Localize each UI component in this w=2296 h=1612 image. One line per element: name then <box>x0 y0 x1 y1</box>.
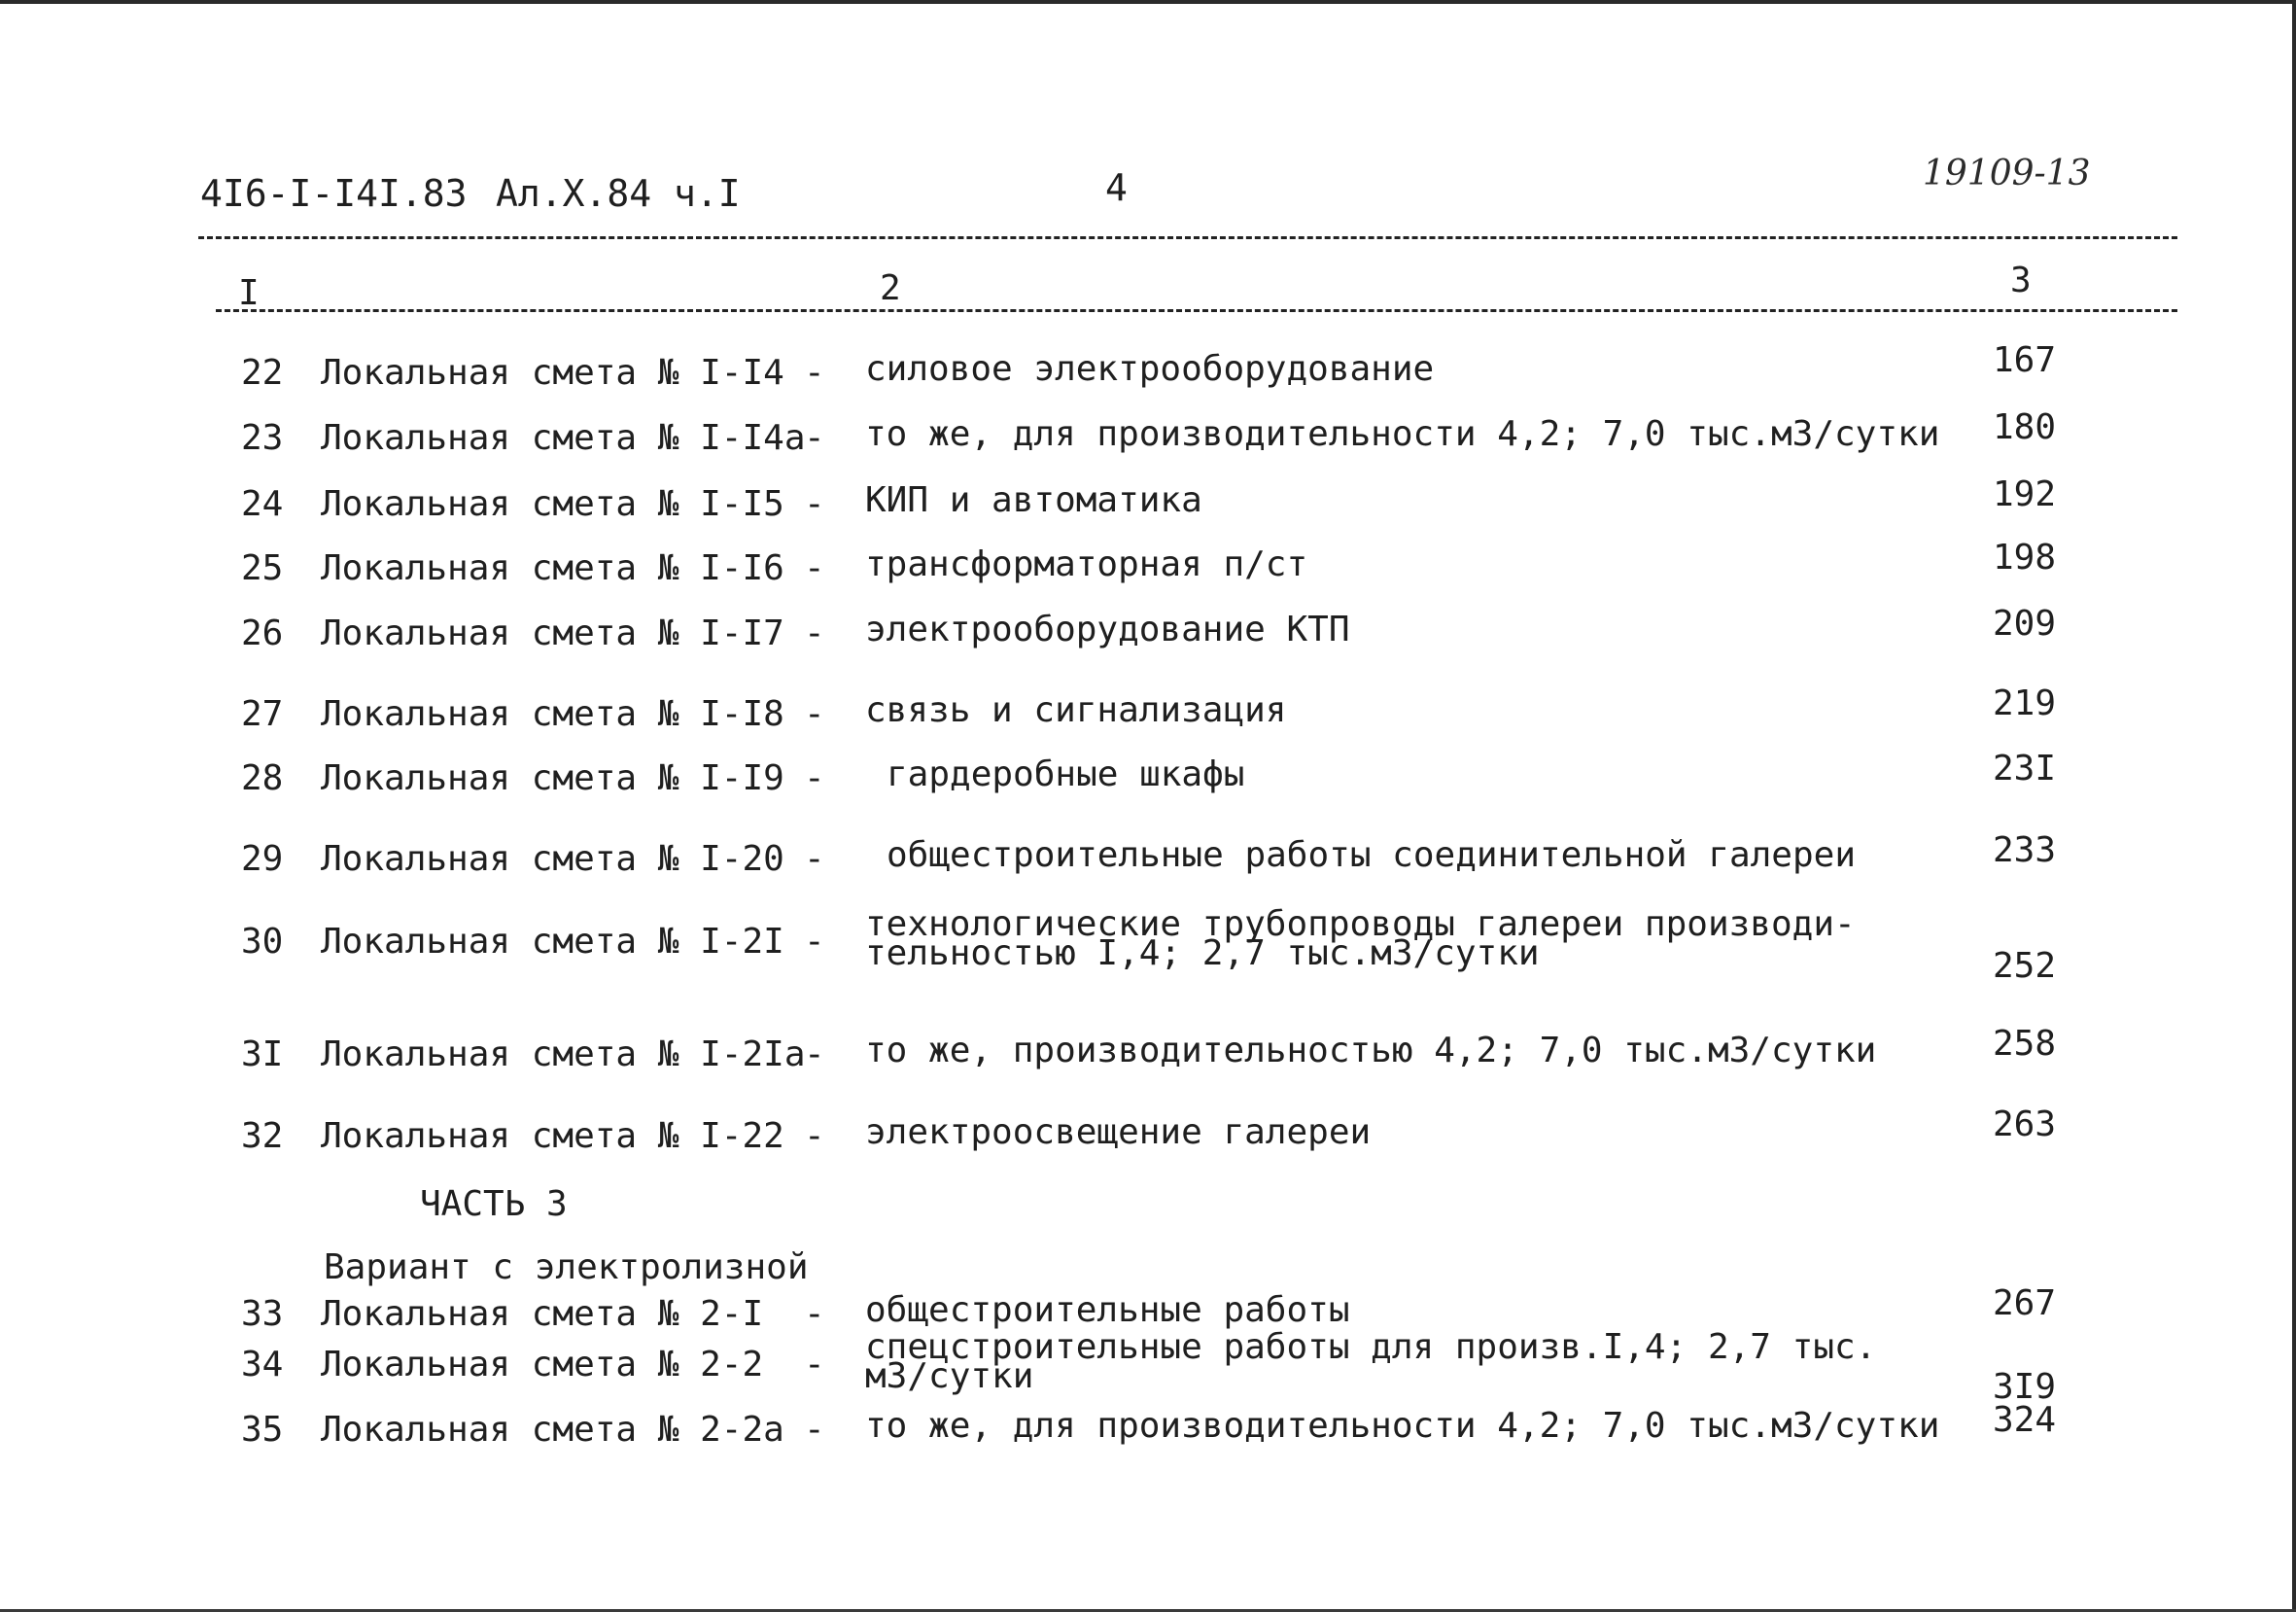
list-item <box>0 1104 2296 1157</box>
page-ref: 192 <box>1993 474 2057 514</box>
dash-separator: - <box>804 613 825 653</box>
estimate-description: связь и сигнализация <box>865 690 1287 730</box>
section-subtitle: Вариант с электролизной <box>324 1247 809 1287</box>
estimate-label: Локальная смета № I-2I <box>321 922 784 962</box>
column-header-3: 3 <box>2010 261 2032 300</box>
page-edge-top <box>0 0 2296 4</box>
archive-stamp: 19109-13 <box>1923 154 2091 193</box>
list-item <box>0 407 2296 459</box>
page-ref: 3I9 <box>1993 1367 2057 1407</box>
list-item <box>0 1400 2296 1451</box>
estimate-description: КИП и автоматика <box>865 480 1202 520</box>
estimate-label: Локальная смета № I-2Iа <box>321 1034 806 1074</box>
item-number: 3I <box>241 1034 284 1074</box>
page-ref: 23I <box>1993 749 2057 788</box>
page-ref: 263 <box>1993 1104 2057 1144</box>
page-ref: 209 <box>1993 604 2057 644</box>
estimate-label: Локальная смета № 2-2а <box>321 1410 784 1450</box>
estimate-description: электроосвещение галереи <box>865 1112 1372 1152</box>
estimate-label: Локальная смета № I-22 <box>321 1116 784 1156</box>
page-ref: 167 <box>1993 340 2057 380</box>
dash-separator: - <box>804 694 825 734</box>
estimate-description: то же, производительностью 4,2; 7,0 тыс.м3/сутки <box>865 1031 1877 1070</box>
estimate-description: электрооборудование КТП <box>865 610 1350 649</box>
estimate-description: общестроительные работы соединительной галереи <box>887 835 1856 875</box>
estimate-label: Локальная смета № I-I6 <box>321 548 784 588</box>
dash-separator: - <box>804 418 825 458</box>
estimate-description: трансформаторная п/ст <box>865 544 1308 584</box>
list-item <box>0 340 2296 394</box>
page-ref: 324 <box>1993 1400 2057 1440</box>
list-item <box>0 683 2296 735</box>
item-number: 30 <box>241 922 284 962</box>
estimate-label: Локальная смета № I-I8 <box>321 694 784 734</box>
dash-separator: - <box>804 1294 825 1334</box>
item-number: 24 <box>241 484 284 524</box>
column-header-2: 2 <box>880 268 901 308</box>
page-ref: 219 <box>1993 683 2057 723</box>
header-divider <box>198 236 2177 239</box>
list-item <box>0 749 2296 799</box>
page-ref: 258 <box>1993 1024 2057 1064</box>
dash-separator: - <box>804 548 825 588</box>
estimate-description: тельностью I,4; 2,7 тыс.м3/сутки <box>865 933 1540 973</box>
item-number: 34 <box>241 1345 284 1384</box>
estimate-label: Локальная смета № I-20 <box>321 839 784 879</box>
list-item <box>0 1024 2296 1075</box>
item-number: 23 <box>241 418 284 458</box>
estimate-description: то же, для производительности 4,2; 7,0 тыс.м3/сутки <box>865 1406 1940 1446</box>
page-ref: 198 <box>1993 538 2057 578</box>
section-title: ЧАСТЬ 3 <box>420 1184 568 1224</box>
list-item <box>0 830 2296 880</box>
item-number: 33 <box>241 1294 284 1334</box>
item-number: 27 <box>241 694 284 734</box>
item-number: 28 <box>241 758 284 798</box>
dash-separator: - <box>804 1034 825 1074</box>
item-number: 26 <box>241 613 284 653</box>
column-header-underline <box>216 309 2177 312</box>
dash-separator: - <box>804 1345 825 1384</box>
list-item <box>0 474 2296 525</box>
column-header-1: I <box>238 273 260 313</box>
estimate-description: технологические трубопроводы галереи производи- <box>865 904 1856 944</box>
dash-separator: - <box>804 353 825 393</box>
estimate-label: Локальная смета № I-I4а <box>321 418 806 458</box>
dash-separator: - <box>804 758 825 798</box>
estimate-description: общестроительные работы <box>865 1290 1350 1330</box>
item-number: 35 <box>241 1410 284 1450</box>
estimate-description: гардеробные шкафы <box>887 754 1245 794</box>
estimate-description: силовое электрооборудование <box>865 349 1435 389</box>
estimate-description: спецстроительные работы для произв.I,4; 2,7 тыс. <box>865 1327 1877 1367</box>
page-ref: 233 <box>1993 830 2057 870</box>
estimate-label: Локальная смета № I-I9 <box>321 758 784 798</box>
estimate-label: Локальная смета № I-I5 <box>321 484 784 524</box>
page-ref: 180 <box>1993 407 2057 447</box>
list-item <box>0 1327 2296 1407</box>
page-ref: 267 <box>1993 1283 2057 1323</box>
estimate-label: Локальная смета № I-I7 <box>321 613 784 653</box>
item-number: 22 <box>241 353 284 393</box>
item-number: 32 <box>241 1116 284 1156</box>
estimate-description: то же, для производительности 4,2; 7,0 тыс.м3/сутки <box>865 414 1940 454</box>
page-number: 4 <box>1105 166 1128 209</box>
item-number: 29 <box>241 839 284 879</box>
list-item <box>0 604 2296 654</box>
list-item <box>0 904 2296 986</box>
dash-separator: - <box>804 839 825 879</box>
dash-separator: - <box>804 1116 825 1156</box>
estimate-description: м3/сутки <box>865 1356 1034 1396</box>
list-item <box>0 538 2296 589</box>
dash-separator: - <box>804 922 825 962</box>
doc-code: 4I6-I-I4I.83 <box>200 172 468 215</box>
estimate-label: Локальная смета № 2-I <box>321 1294 764 1334</box>
page-ref: 252 <box>1993 946 2057 986</box>
dash-separator: - <box>804 484 825 524</box>
estimate-label: Локальная смета № 2-2 <box>321 1345 764 1384</box>
dash-separator: - <box>804 1410 825 1450</box>
item-number: 25 <box>241 548 284 588</box>
estimate-label: Локальная смета № I-I4 <box>321 353 784 393</box>
album-ref: Ал.X.84 ч.I <box>496 172 741 215</box>
